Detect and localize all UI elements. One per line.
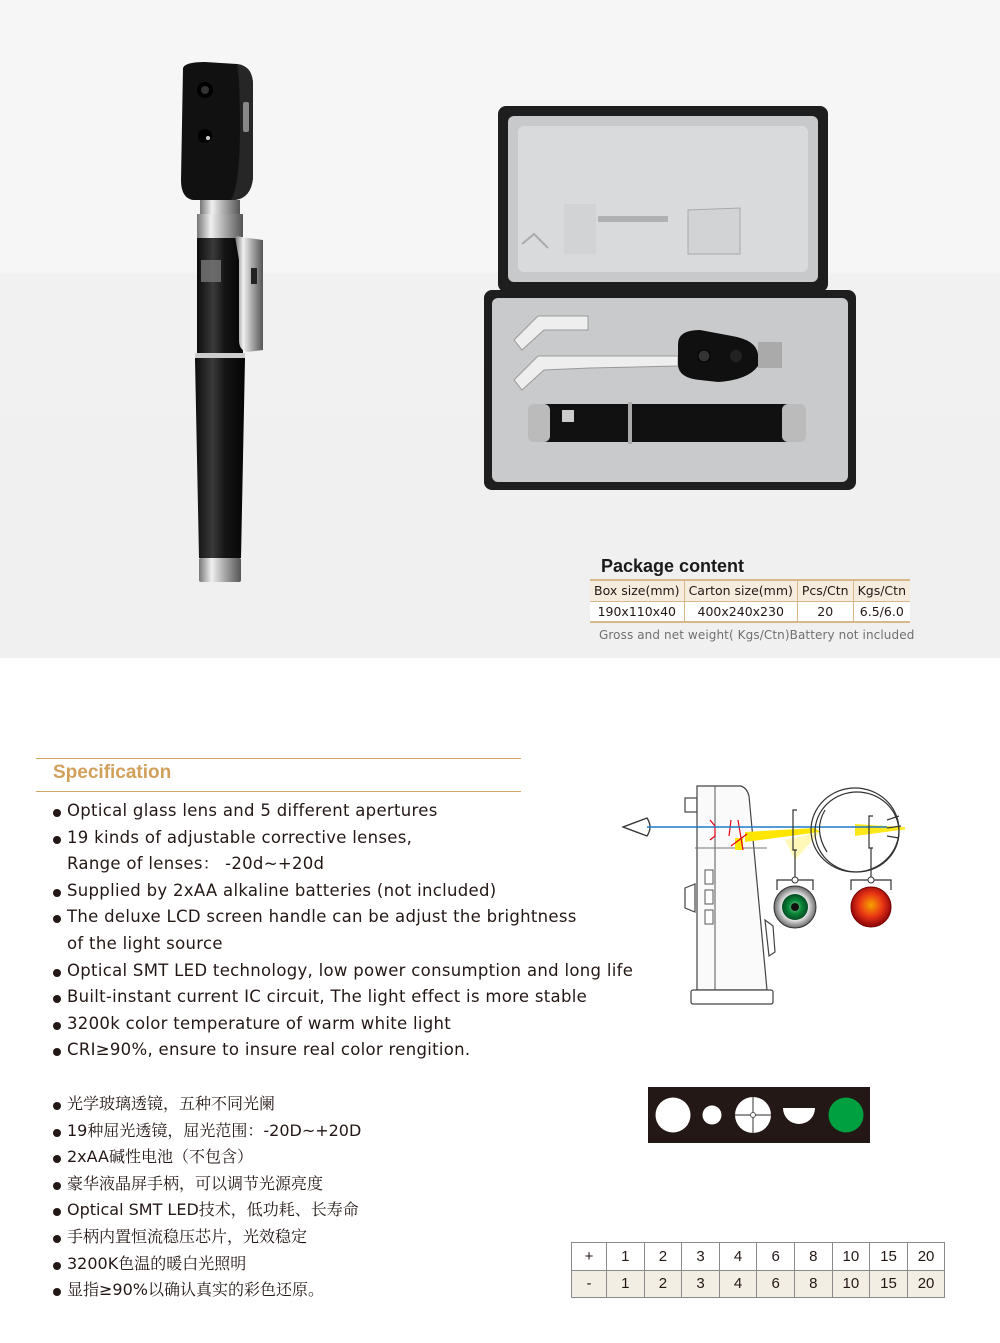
spec-list-cn [53, 1091, 361, 1304]
bullet-icon [53, 915, 61, 923]
bullet-icon [53, 1262, 61, 1270]
value-box-size: 190x110x40 [590, 601, 684, 622]
spec-item-cn: 3200K色温的暖白光照明 [53, 1251, 361, 1278]
diopter-table [571, 1242, 945, 1298]
package-header-row [590, 580, 910, 601]
header-pcs-ctn: Pcs/Ctn [797, 580, 853, 601]
bullet-icon [53, 995, 61, 1003]
header-box-size: Box size(mm) [590, 580, 684, 601]
diopter-cell: 8 [794, 1270, 832, 1298]
fundus-red-reflex-icon [851, 887, 891, 927]
bullet-icon [53, 1208, 61, 1216]
value-pcs-ctn: 20 [797, 601, 853, 622]
bullet-icon [53, 836, 61, 844]
large-spot-icon [656, 1098, 691, 1133]
red-free-filter-icon [829, 1098, 864, 1133]
value-carton-size: 400x240x230 [684, 601, 797, 622]
spec-item-cn: 手柄内置恒流稳压芯片，光效稳定 [53, 1224, 361, 1251]
spec-item: 19 kinds of adjustable corrective lenses, [53, 825, 633, 852]
spec-item: Built-instant current IC circuit, The light effect is more stable [53, 984, 633, 1011]
fundus-normal-icon [774, 886, 816, 928]
bullet-icon [53, 809, 61, 817]
spec-item: Optical SMT LED technology, low power consumption and long life [53, 958, 633, 985]
spec-item-cn: 19种屈光透镜，屈光范围：-20D~+20D [53, 1118, 361, 1145]
spec-item: CRI≥90%, ensure to insure real color rengition. [53, 1037, 633, 1064]
carrying-case-photo [478, 104, 860, 496]
diopter-cell: 3 [682, 1243, 720, 1271]
diopter-cell: 1 [607, 1270, 645, 1298]
diopter-cell: 15 [870, 1243, 908, 1271]
diopter-plus-row [572, 1243, 945, 1271]
spec-bottom-rule [36, 791, 521, 792]
spec-item-continuation: of the light source [67, 933, 223, 953]
spec-title: Specification [53, 762, 172, 783]
diopter-cell: 8 [794, 1243, 832, 1271]
package-content [590, 554, 950, 642]
spec-item-cn: Optical SMT LED技术，低功耗、长寿命 [53, 1197, 361, 1224]
diopter-cell: 20 [907, 1243, 945, 1271]
bullet-icon [53, 889, 61, 897]
spec-item: The deluxe LCD screen handle can be adjust the brightness [53, 904, 633, 931]
bullet-icon [53, 1048, 61, 1056]
diopter-cell: 2 [644, 1270, 682, 1298]
ophthalmoscope-photo [175, 60, 275, 590]
diopter-cell: 1 [607, 1243, 645, 1271]
bullet-icon [53, 1155, 61, 1163]
bullet-icon [53, 1288, 61, 1296]
diopter-sign-minus: - [572, 1270, 607, 1298]
spec-item: Supplied by 2xAA alkaline batteries (not included) [53, 878, 633, 905]
header-carton-size: Carton size(mm) [684, 580, 797, 601]
package-value-row [590, 601, 910, 622]
observer-eye-icon [623, 818, 650, 836]
spec-item-cn: 豪华液晶屏手柄，可以调节光源亮度 [53, 1171, 361, 1198]
spec-item-cn: 显指≥90%以确认真实的彩色还原。 [53, 1277, 361, 1304]
bullet-icon [53, 969, 61, 977]
diopter-minus-row [572, 1270, 945, 1298]
diopter-cell: 3 [682, 1270, 720, 1298]
slit-half-circle-icon [783, 1108, 815, 1124]
bullet-icon [53, 1235, 61, 1243]
diopter-cell: 10 [832, 1243, 870, 1271]
diopter-cell: 6 [757, 1270, 795, 1298]
spec-item-continuation: Range of lenses： -20d~+20d [67, 854, 325, 874]
bullet-icon [53, 1182, 61, 1190]
diopter-cell: 15 [870, 1270, 908, 1298]
diopter-cell: 4 [719, 1243, 757, 1271]
spec-item: 3200k color temperature of warm white light [53, 1011, 633, 1038]
spec-item-cn: 2xAA碱性电池（不包含） [53, 1144, 361, 1171]
package-table [590, 579, 910, 623]
spec-list-en [53, 798, 633, 1064]
bullet-icon [53, 1129, 61, 1137]
diopter-cell: 4 [719, 1270, 757, 1298]
small-spot-icon [703, 1106, 722, 1125]
spec-item: Optical glass lens and 5 different apertures [53, 798, 633, 825]
spec-item-cn: 光学玻璃透镜，五种不同光阑 [53, 1091, 361, 1118]
diopter-cell: 6 [757, 1243, 795, 1271]
bullet-icon [53, 1102, 61, 1110]
diopter-cell: 20 [907, 1270, 945, 1298]
package-title: Package content [601, 556, 745, 576]
bullet-icon [53, 1022, 61, 1030]
package-note: Gross and net weight( Kgs/Ctn)Battery not included [599, 628, 915, 642]
optical-path-diagram [615, 780, 905, 1010]
spec-top-rule [36, 758, 521, 759]
diopter-cell: 2 [644, 1243, 682, 1271]
fixation-star-icon [735, 1097, 771, 1133]
value-kgs-ctn: 6.5/6.0 [853, 601, 910, 622]
diopter-sign-plus: + [572, 1243, 607, 1271]
header-kgs-ctn: Kgs/Ctn [853, 580, 910, 601]
aperture-strip [648, 1087, 870, 1143]
diopter-cell: 10 [832, 1270, 870, 1298]
